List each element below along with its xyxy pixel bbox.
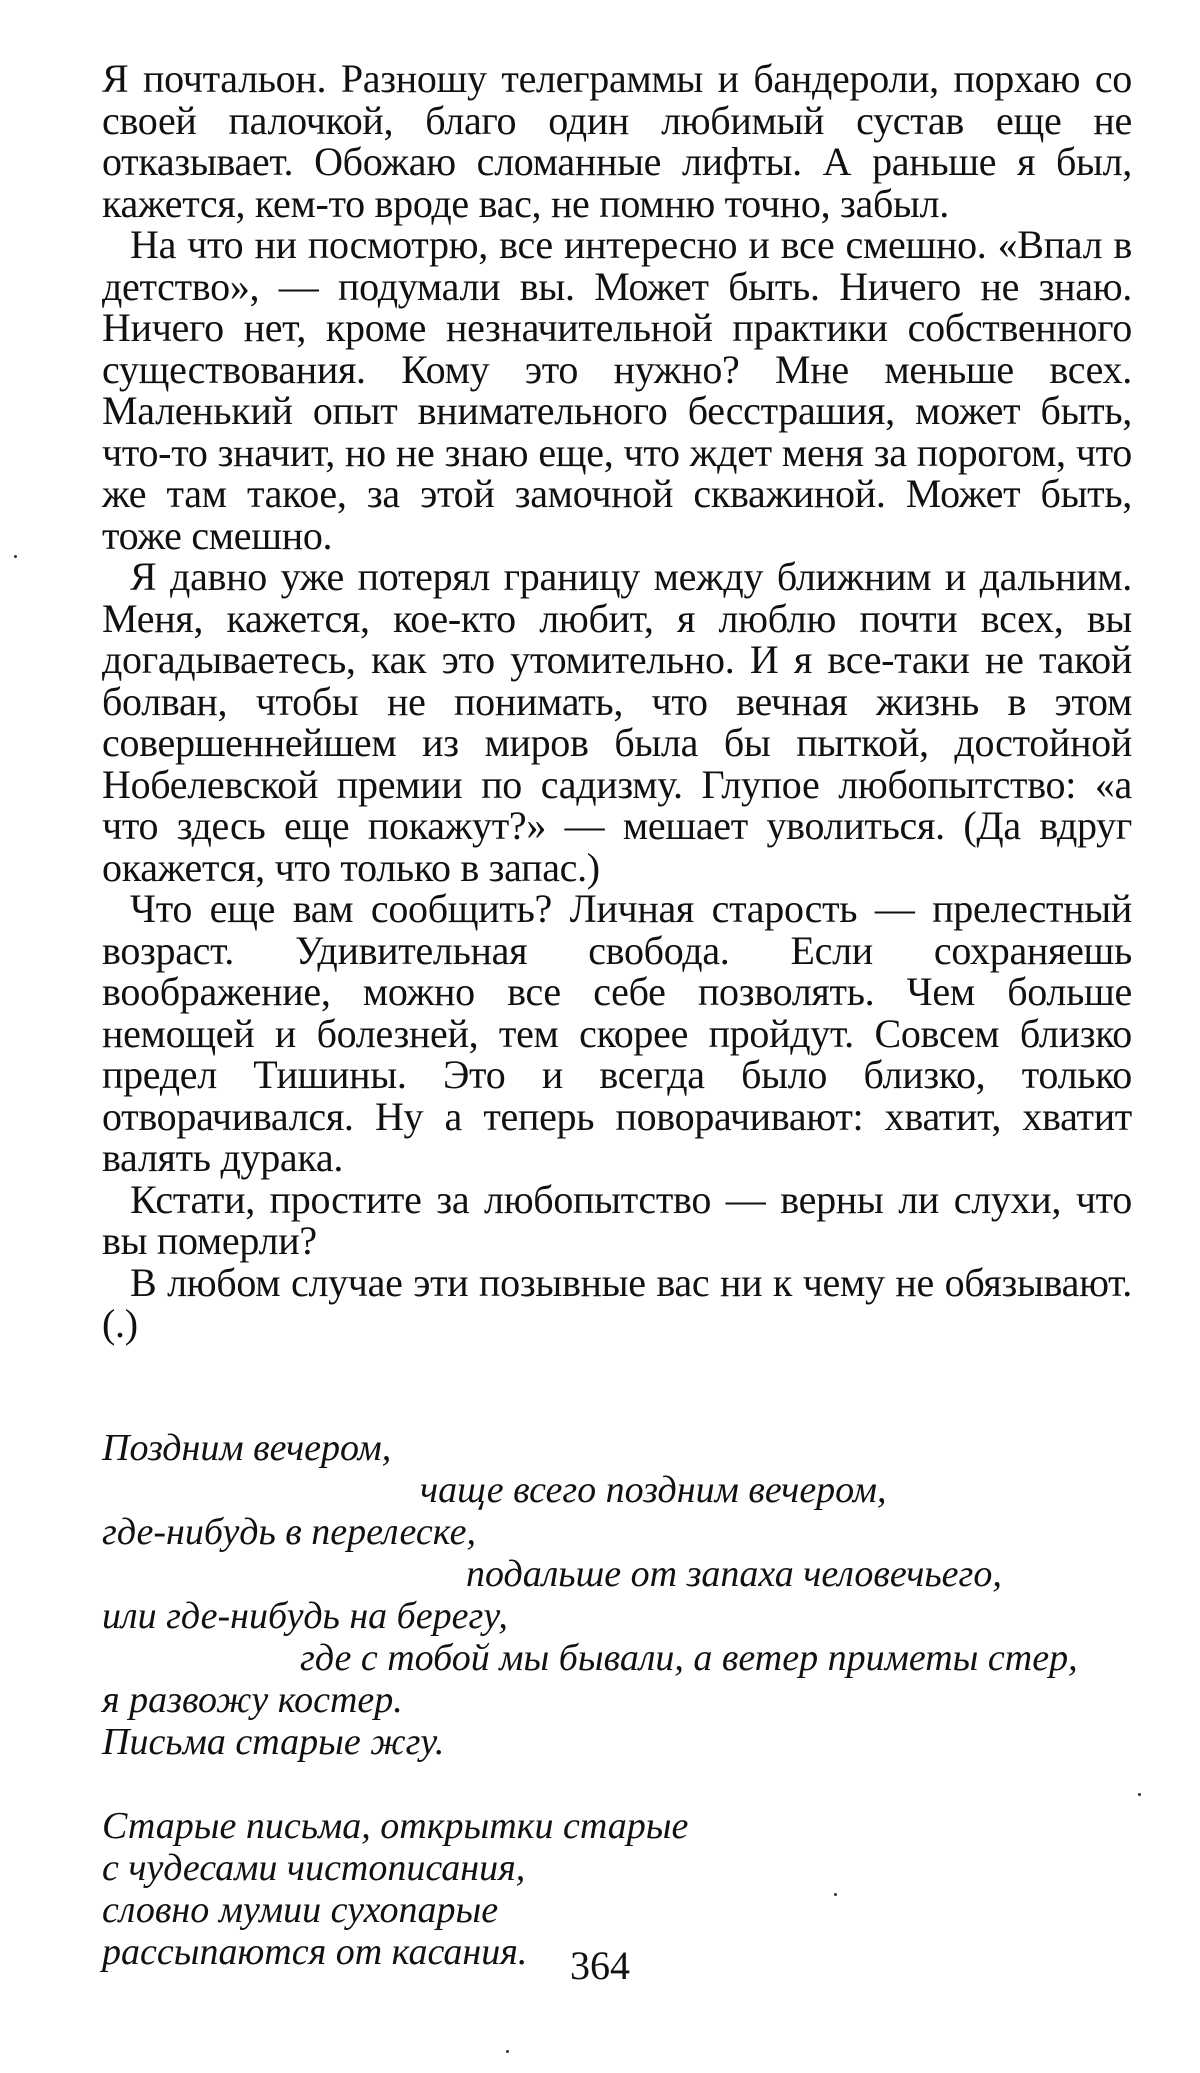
poem (102, 1427, 1132, 1973)
scan-speck (14, 555, 17, 558)
paragraph-4: Что еще вам сообщить? Личная старость — прелестный возраст. Удивительная свобода. Если сохраняешь воображение, можно все себе позволять. Чем больше немощей и болезней, тем скорее пройдут. Совсем близко предел Тишины. Это и всегда было близко, только отворачивался. Ну а теперь поворачивают: хватит, хватит валять дурака. (102, 886, 1132, 1180)
book-page (102, 58, 1132, 2015)
poem-line: словно мумии сухопарые (102, 1888, 499, 1931)
scan-speck (1138, 1793, 1141, 1796)
poem-line: или где-нибудь на берегу, (102, 1594, 508, 1637)
poem-line: Письма старые жгу. (102, 1720, 445, 1763)
poem-line: Поздним вечером, (102, 1426, 392, 1469)
poem-line: чаще всего поздним вечером, (420, 1468, 887, 1511)
scan-speck (834, 1893, 837, 1896)
paragraph-2: На что ни посмотрю, все интересно и все смешно. «Впал в детство», — подумали вы. Может быть. Ничего не знаю. Ничего нет, кроме незначительной практики собственного существования. Кому это нужно? Мне меньше всех. Маленький опыт внимательного бесстрашия, может быть, что-то значит, но не знаю еще, что ждет меня за порогом, что же там такое, за этой замочной скважиной. Может быть, тоже смешно. (102, 222, 1132, 558)
poem-line: где с тобой мы бывали, а ветер приметы стер, (300, 1636, 1078, 1679)
paragraph-1: Я почтальон. Разношу телеграммы и бандероли, порхаю со своей палочкой, благо один любимый сустав еще не отказывает. Обожаю сломанные лифты. А раньше я был, кажется, кем-то вроде вас, не помню точно, забыл. (102, 56, 1132, 226)
page-number: 364 (570, 1943, 630, 1988)
poem-line: Старые письма, открытки старые (102, 1804, 689, 1847)
poem-stanza-1 (102, 1427, 1132, 1763)
paragraph-5: Кстати, простите за любопытство — верны ли слухи, что вы померли? (102, 1176, 1132, 1263)
paragraph-3: Я давно уже потерял границу между ближним и дальним. Меня, кажется, кое-кто любит, я люблю почти всех, вы догадываетесь, как это утомительно. И я все-таки не такой болван, чтобы не понимать, что вечная жизнь в этом совершеннейшем из миров была бы пыткой, достойной Нобелевской премии по садизму. Глупое любопытство: «а что здесь еще покажут?» — мешает уволиться. (Да вдруг окажется, что только в запас.) (102, 554, 1132, 890)
prose-text (102, 58, 1132, 1345)
paragraph-6: В любом случае эти позывные вас ни к чему не обязывают. (.) (102, 1259, 1132, 1346)
poem-line: я развожу костер. (102, 1678, 403, 1721)
scan-speck (506, 2050, 509, 2053)
poem-line: где-нибудь в перелеске, (102, 1510, 476, 1553)
poem-line: с чудесами чистописания, (102, 1846, 526, 1889)
poem-line: рассыпаются от касания. (102, 1930, 528, 1973)
poem-line: подальше от запаха человечьего, (466, 1552, 1002, 1595)
